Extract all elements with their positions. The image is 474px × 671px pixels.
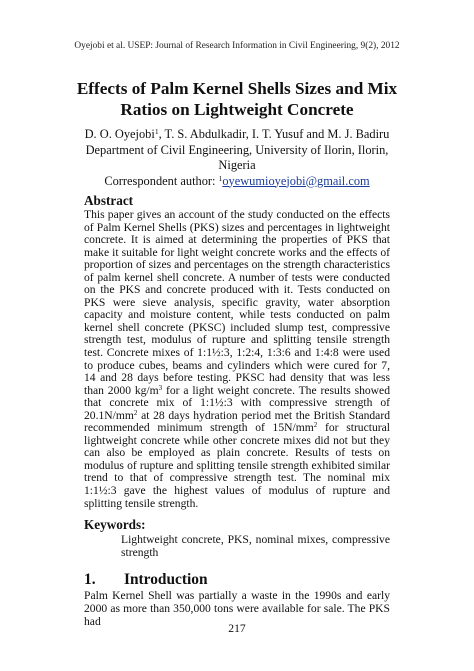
running-head: Oyejobi et al. USEP: Journal of Research Information in Civil Engineering, 9(2), 2012 <box>74 41 400 51</box>
paper-title <box>40 78 434 120</box>
title-line-1: Effects of Palm Kernel Shells Sizes and Mix <box>76 79 398 98</box>
title-line-2: Ratios on Lightweight Concrete <box>120 100 354 119</box>
department-country: Nigeria <box>218 158 256 172</box>
page-number: 217 <box>228 622 246 635</box>
strength-unit-superscript: 2 <box>133 408 138 417</box>
keywords-heading: Keywords <box>84 517 142 532</box>
introduction-text: Palm Kernel Shell was partially a waste in the 1990s and early 2000 as more than 350,000 tons were available for sale. The PKS had <box>84 589 390 628</box>
co-authors: , T. S. Abdulkadir, I. T. Yusuf and M. J. Badiru <box>158 127 390 141</box>
abstract-text-part-d: for structural lightweight concrete while other concrete mixes did not but they can also be employed as plain concrete. Results of tests on modulus of rupture and splitting tensile strength exhibited similar trend to that of compressive strength test. The nominal mix 1:1½:3 gave the highest values of modulus of rupture and splitting tensile strength. <box>84 421 390 510</box>
correspondent-email-link[interactable]: oyewumioyejobi@gmail.com <box>222 173 370 188</box>
introduction-heading <box>84 571 390 589</box>
section-title: Introduction <box>124 571 208 588</box>
abstract-text-part-a: This paper gives an account of the study conducted on the effects of Palm Kernel Shells (PKS) sizes and percentages in lightweight concrete. It is aimed at determining the properties of PKS that make it suitable for light weight concrete works and the effects of proportion of sizes and percentages on the strength characteristics of palm kernel shell concrete. A number of tests were conducted on the PKS and concrete produced with it. Tests conducted on PKS were sieve analysis, specific gravity, water absorption capacity and moisture content, while tests conducted on palm kernel shell concrete (PKSC) included slump test, compressive strength test, modulus of rupture and splitting tensile strength test. Concrete mixes of 1:1½:3, 1:2:4, 1:3:6 and 1:4:8 were used to produce cubes, beams and cylinders which were cured for 7, 14 and 28 days before testing. PKSC had density that was less than 2000 kg/m <box>84 208 390 397</box>
keywords-text: Lightweight concrete, PKS, nominal mixes, compressive strength <box>121 533 390 559</box>
affiliation-marker: 1 <box>154 127 159 136</box>
abstract-text-part-b: for a light weight concrete. The results showed that concrete mix of 1:1½:3 with compressive strength of 20.1N/mm <box>84 383 390 422</box>
author-block <box>60 127 414 189</box>
density-unit-superscript: 3 <box>158 383 163 392</box>
section-number: 1. <box>84 571 96 588</box>
correspondent-affiliation-marker: 1 <box>218 173 223 183</box>
abstract-text-part-c: at 28 days hydration period met the British Standard recommended minimum strength of 15N/mm <box>84 408 390 435</box>
keywords-colon: : <box>141 517 146 532</box>
keywords-heading-line <box>84 517 146 533</box>
correspondent-line <box>60 174 414 190</box>
correspondent-label: Correspondent author: <box>104 173 219 188</box>
abstract-text <box>84 209 390 510</box>
abstract-heading: Abstract <box>84 193 134 208</box>
author-list <box>60 127 414 143</box>
department-line: Department of Civil Engineering, University of Ilorin, Ilorin, <box>85 142 389 157</box>
lead-author: D. O. Oyejobi <box>84 127 155 141</box>
standard-unit-superscript: 2 <box>313 421 318 430</box>
